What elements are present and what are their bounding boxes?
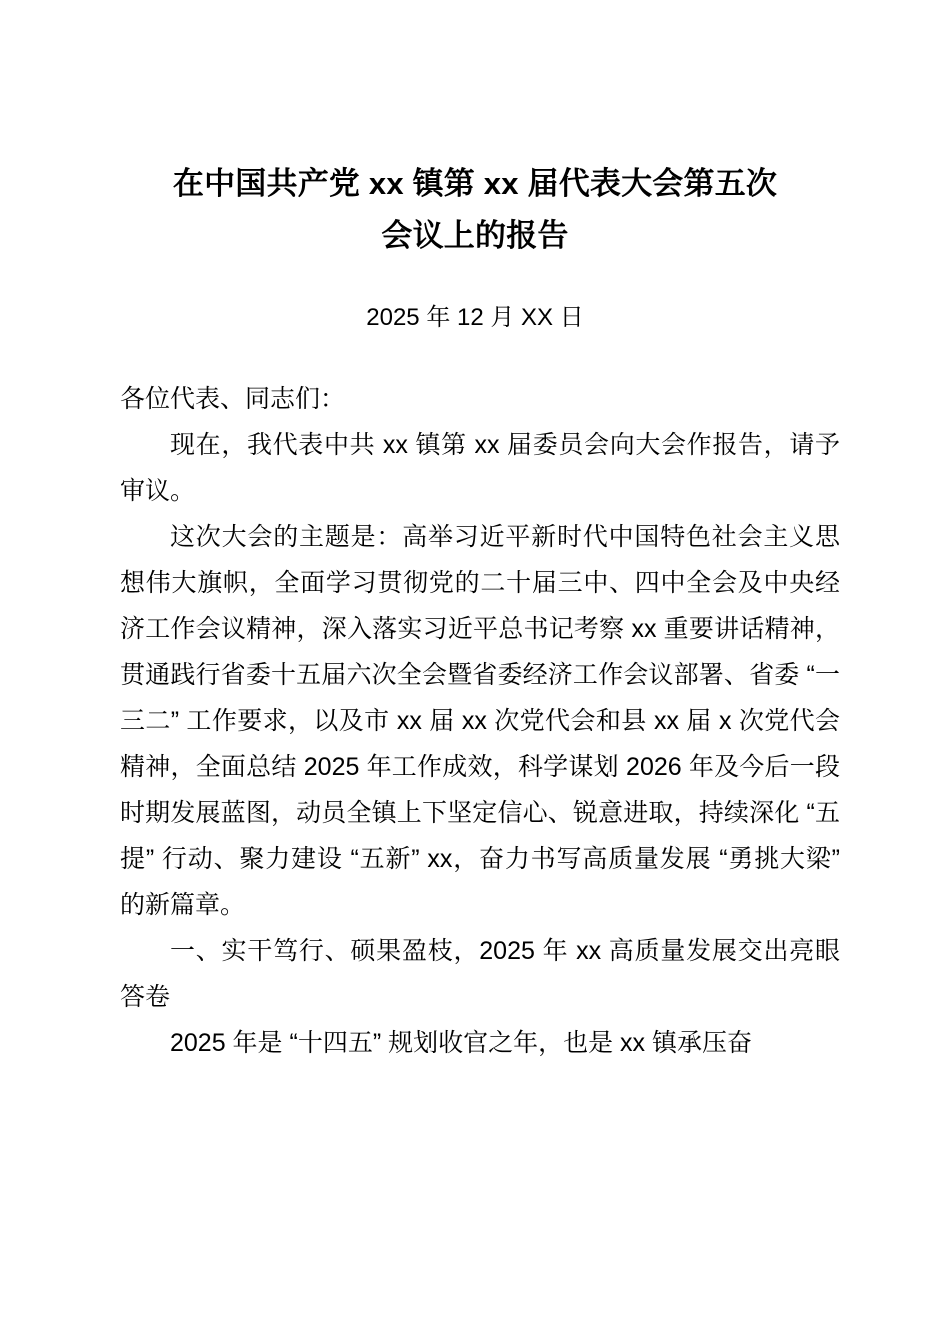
section-heading-1: 一、实干笃行、硕果盈枝，2025 年 xx 高质量发展交出亮眼答卷: [120, 937, 840, 1011]
page-title: [120, 0, 830, 262]
document-date: 2025 年 12 月 XX 日: [366, 304, 584, 331]
paragraph-3: 2025 年是 “十四五” 规划收官之年，也是 xx 镇承压奋: [170, 1029, 752, 1057]
salutation: 各位代表、同志们：: [120, 385, 346, 413]
paragraph-2: 这次大会的主题是：高举习近平新时代中国特色社会主义思想伟大旗帜，全面学习贯彻党的二十届三中、四中全会及中央经济工作会议精神，深入落实习近平总书记考察 xx 重要讲话精神，贯通践行省委十五届六次全会暨省委经济工作会议部署、省委 “一三二” 工作要求，以及市 xx 届 xx 次党代会和县 xx 届 x 次党代会精神，全面总结 2025 年工作成效，科学谋划 2026 年及今后一段时期发展蓝图，动员全镇上下坚定信心、锐意进取，持续深化 “五提” 行动、聚力建设 “五新” xx，奋力书写高质量发展 “勇挑大梁” 的新篇章。: [120, 523, 840, 919]
page-title-line-1: 在中国共产党 xx 镇第 xx 届代表大会第五次: [172, 166, 778, 201]
paragraph-1: 现在，我代表中共 xx 镇第 xx 届委员会向大会作报告，请予审议。: [120, 431, 840, 505]
document-body: [120, 0, 840, 1066]
page-title-line-2: 会议上的报告: [381, 218, 569, 253]
